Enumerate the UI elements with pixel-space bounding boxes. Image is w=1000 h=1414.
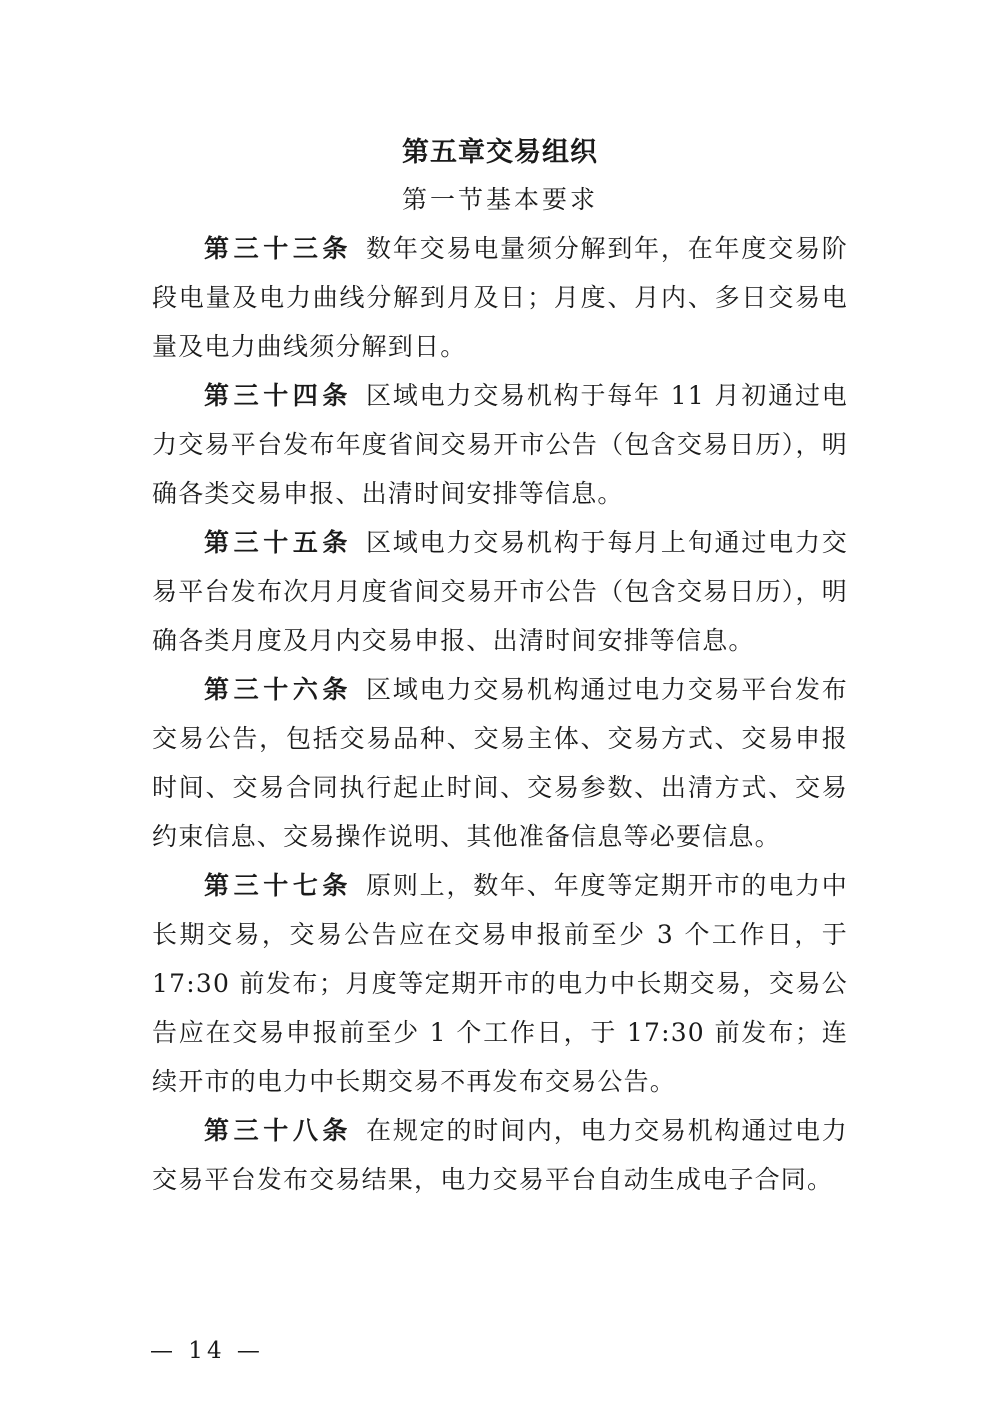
page-number: — 14 — — [150, 1338, 264, 1364]
article-text: 数年交易电量须分解到年，在年度交易阶段电量及电力曲线分解到月及日；月度、月内、多日交易电量及电力曲线须分解到日。 — [152, 234, 848, 361]
article-number: 第三十五条 — [204, 528, 353, 557]
section-title: 第一节基本要求 — [401, 185, 598, 214]
article-text: 区域电力交易机构通过电力交易平台发布交易公告，包括交易品种、交易主体、交易方式、交易申报时间、交易合同执行起止时间、交易参数、出清方式、交易约束信息、交易操作说明、其他准备信息等必要信息。 — [152, 675, 848, 851]
article-33 — [152, 224, 848, 371]
article-number: 第三十八条 — [204, 1116, 353, 1145]
article-text: 区域电力交易机构于每年 11 月初通过电力交易平台发布年度省间交易开市公告（包含交易日历），明确各类交易申报、出清时间安排等信息。 — [152, 381, 848, 508]
chapter-title: 第五章交易组织 — [402, 137, 598, 168]
article-text: 原则上，数年、年度等定期开市的电力中长期交易，交易公告应在交易申报前至少 3 个工作日，于 17:30 前发布；月度等定期开市的电力中长期交易，交易公告应在交易申报前至少 1 个工作日，于 17:30 前发布；连续开市的电力中长期交易不再发布交易公告。 — [152, 871, 848, 1096]
article-37 — [152, 861, 848, 1106]
article-text: 在规定的时间内，电力交易机构通过电力交易平台发布交易结果，电力交易平台自动生成电子合同。 — [152, 1116, 848, 1194]
article-number: 第三十四条 — [204, 381, 353, 410]
article-number: 第三十三条 — [204, 234, 353, 263]
body-text — [152, 224, 848, 1204]
article-34 — [152, 371, 848, 518]
article-36 — [152, 665, 848, 861]
article-35 — [152, 518, 848, 665]
article-number: 第三十七条 — [204, 871, 353, 900]
article-text: 区域电力交易机构于每月上旬通过电力交易平台发布次月月度省间交易开市公告（包含交易日历），明确各类月度及月内交易申报、出清时间安排等信息。 — [152, 528, 848, 655]
article-38 — [152, 1106, 848, 1204]
article-number: 第三十六条 — [204, 675, 353, 704]
